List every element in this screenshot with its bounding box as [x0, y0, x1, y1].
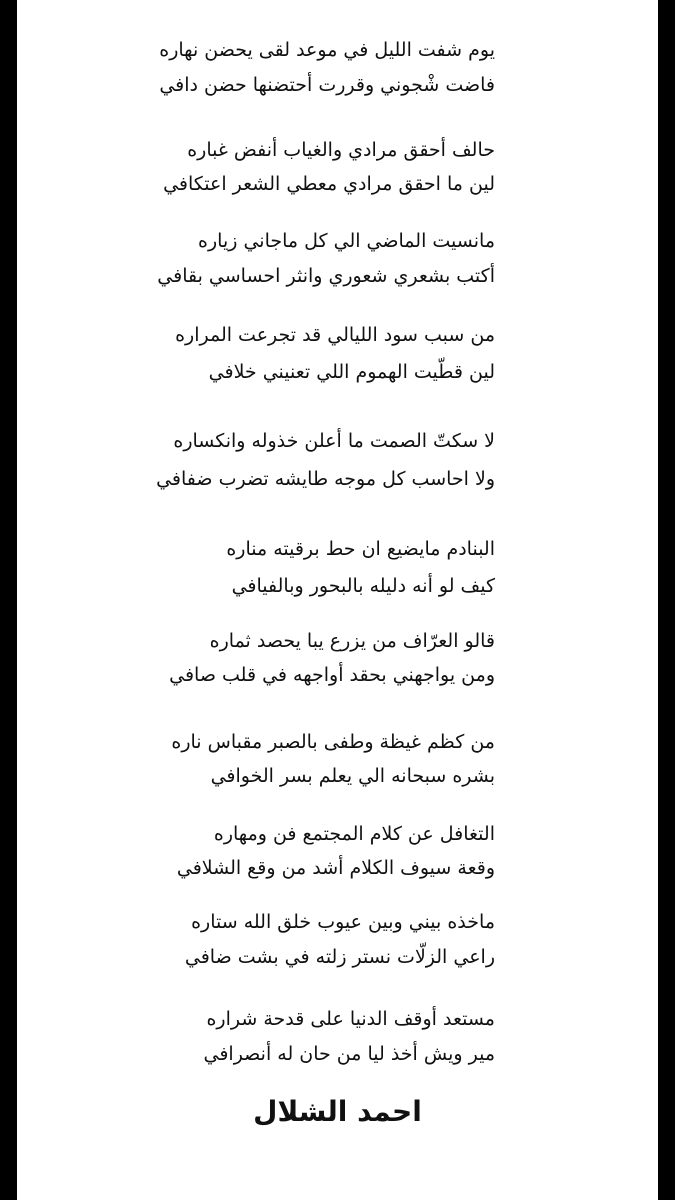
author-signature: احمد الشلال: [253, 1095, 422, 1128]
poem-line: كيف لو أنه دليله بالبحور وبالفيافي: [231, 575, 495, 597]
poem-line: التغافل عن كلام المجتمع فن ومهاره: [213, 823, 495, 845]
poem-line: فاضت شْجوني وقررت أحتضنها حضن دافي: [159, 74, 495, 96]
poem-line: البنادم مايضيع ان حط برقيته مناره: [226, 538, 495, 560]
poem-line: مستعد أوقف الدنيا على قدحة شراره: [206, 1008, 495, 1030]
poem-line: ماخذه بيني وبين عيوب خلق الله ستاره: [191, 911, 495, 933]
poem-line: قالو العرّاف من يزرع يبا يحصد ثماره: [209, 630, 495, 652]
poem-line: من كظم غيظة وطفى بالصبر مقباس ناره: [171, 731, 495, 753]
poem-line: وقعة سيوف الكلام أشد من وقع الشلافي: [176, 857, 495, 879]
poem-line: من سبب سود الليالي قد تجرعت المراره: [175, 324, 495, 346]
poem-line: بشره سبحانه الي يعلم بسر الخوافي: [210, 765, 495, 787]
poem-line: مانسيت الماضي الي كل ماجاني زياره: [198, 230, 495, 252]
poem-line: مير ويش أخذ ليا من حان له أنصرافي: [203, 1043, 495, 1065]
poem-line: حالف أحقق مرادي والغياب أنفض غباره: [187, 139, 495, 161]
poem-line: أكتب بشعري شعوري وانثر احساسي بقافي: [157, 265, 495, 287]
poem-line: ومن يواجهني بحقد أواجهه في قلب صافي: [169, 664, 495, 686]
poem-line: راعي الزلّات نستر زلته في بشت ضافي: [184, 946, 495, 968]
poem-line: يوم شفت الليل في موعد لقى يحضن نهاره: [159, 39, 495, 61]
poem-page: [17, 0, 658, 1200]
poem-line: لا سكتّ الصمت ما أعلن خذوله وانكساره: [173, 430, 495, 452]
poem-line: ولا احاسب كل موجه طايشه تضرب ضفافي: [156, 468, 495, 490]
poem-line: لين قطّيت الهموم اللي تعنيني خلافي: [208, 361, 495, 383]
poem-line: لين ما احقق مرادي معطي الشعر اعتكافي: [163, 173, 495, 195]
